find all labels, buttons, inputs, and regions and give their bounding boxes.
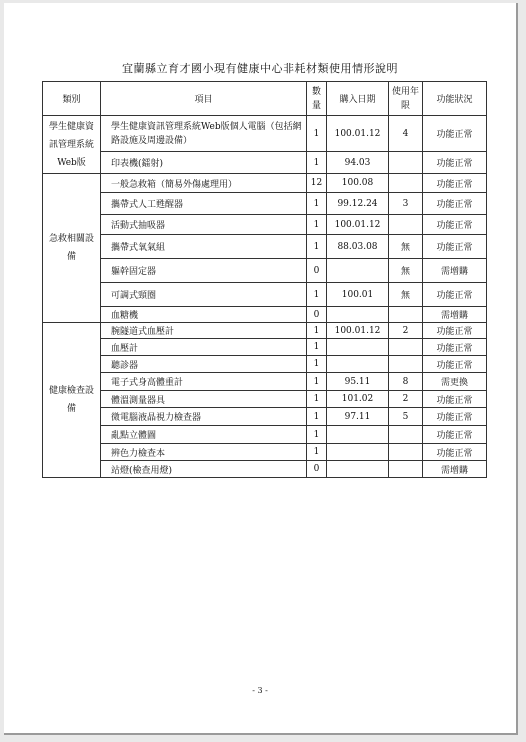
item-cell: 亂點立體圖 bbox=[101, 426, 307, 444]
qty-cell: 1 bbox=[307, 444, 327, 461]
status-cell: 功能正常 bbox=[423, 215, 487, 235]
item-cell: 腕隧道式血壓計 bbox=[101, 323, 307, 339]
status-cell: 需增購 bbox=[423, 461, 487, 478]
date-cell: 99.12.24 bbox=[327, 193, 389, 215]
item-cell: 攜帶式人工甦醒器 bbox=[101, 193, 307, 215]
life-cell bbox=[389, 174, 423, 193]
life-cell bbox=[389, 152, 423, 174]
life-cell bbox=[389, 444, 423, 461]
date-cell bbox=[327, 339, 389, 356]
table-row bbox=[43, 408, 487, 426]
status-cell: 功能正常 bbox=[423, 174, 487, 193]
life-cell bbox=[389, 461, 423, 478]
date-cell: 100.01.12 bbox=[327, 215, 389, 235]
date-cell bbox=[327, 426, 389, 444]
qty-cell: 0 bbox=[307, 307, 327, 323]
status-cell: 功能正常 bbox=[423, 193, 487, 215]
table-row bbox=[43, 116, 487, 152]
date-cell: 97.11 bbox=[327, 408, 389, 426]
item-cell: 血壓計 bbox=[101, 339, 307, 356]
qty-cell: 1 bbox=[307, 323, 327, 339]
status-cell: 功能正常 bbox=[423, 339, 487, 356]
qty-cell: 1 bbox=[307, 193, 327, 215]
item-cell: 體溫測量器具 bbox=[101, 391, 307, 408]
life-cell: 無 bbox=[389, 235, 423, 259]
item-cell: 站燈(檢查用燈) bbox=[101, 461, 307, 478]
table-row bbox=[43, 356, 487, 373]
category-cell: 學生健康資訊管理系統Web版 bbox=[43, 116, 101, 174]
qty-cell: 1 bbox=[307, 283, 327, 307]
date-cell bbox=[327, 307, 389, 323]
table-row bbox=[43, 444, 487, 461]
life-cell bbox=[389, 356, 423, 373]
document-title: 宜蘭縣立育才國小現有健康中心非耗材類使用情形說明 bbox=[122, 62, 398, 75]
status-cell: 功能正常 bbox=[423, 283, 487, 307]
table-row bbox=[43, 323, 487, 339]
date-cell: 100.01 bbox=[327, 283, 389, 307]
equipment-table bbox=[42, 81, 487, 478]
date-cell bbox=[327, 259, 389, 283]
life-cell: 2 bbox=[389, 391, 423, 408]
date-cell: 100.01.12 bbox=[327, 323, 389, 339]
date-cell bbox=[327, 461, 389, 478]
table-row bbox=[43, 426, 487, 444]
qty-cell: 1 bbox=[307, 408, 327, 426]
table-header-row bbox=[43, 82, 487, 116]
life-cell: 3 bbox=[389, 193, 423, 215]
qty-cell: 1 bbox=[307, 152, 327, 174]
status-cell: 需增購 bbox=[423, 259, 487, 283]
header-purchase-date: 購入日期 bbox=[327, 82, 389, 116]
table-row bbox=[43, 339, 487, 356]
qty-cell: 1 bbox=[307, 339, 327, 356]
status-cell: 功能正常 bbox=[423, 444, 487, 461]
category-cell: 急救相關設備 bbox=[43, 174, 101, 323]
table-row bbox=[43, 259, 487, 283]
item-cell: 一般急救箱（簡易外傷處理用） bbox=[101, 174, 307, 193]
life-cell: 無 bbox=[389, 283, 423, 307]
date-cell bbox=[327, 356, 389, 373]
header-item: 項目 bbox=[101, 82, 307, 116]
category-cell: 健康檢查設備 bbox=[43, 323, 101, 478]
life-cell bbox=[389, 426, 423, 444]
table-row bbox=[43, 391, 487, 408]
table-row bbox=[43, 283, 487, 307]
item-cell: 活動式抽吸器 bbox=[101, 215, 307, 235]
date-cell: 101.02 bbox=[327, 391, 389, 408]
status-cell: 功能正常 bbox=[423, 323, 487, 339]
life-cell: 8 bbox=[389, 373, 423, 391]
date-cell: 100.08 bbox=[327, 174, 389, 193]
life-cell bbox=[389, 307, 423, 323]
date-cell: 88.03.08 bbox=[327, 235, 389, 259]
header-status: 功能狀況 bbox=[423, 82, 487, 116]
status-cell: 需增購 bbox=[423, 307, 487, 323]
qty-cell: 1 bbox=[307, 356, 327, 373]
status-cell: 功能正常 bbox=[423, 235, 487, 259]
qty-cell: 1 bbox=[307, 116, 327, 152]
qty-cell: 0 bbox=[307, 461, 327, 478]
table-row bbox=[43, 461, 487, 478]
date-cell: 94.03 bbox=[327, 152, 389, 174]
item-cell: 可調式頸圈 bbox=[101, 283, 307, 307]
item-cell: 聽診器 bbox=[101, 356, 307, 373]
header-category: 類別 bbox=[43, 82, 101, 116]
item-cell: 印表機(鐳射) bbox=[101, 152, 307, 174]
qty-cell: 1 bbox=[307, 426, 327, 444]
table-row bbox=[43, 174, 487, 193]
status-cell: 功能正常 bbox=[423, 408, 487, 426]
header-service-life: 使用年限 bbox=[389, 82, 423, 116]
document-page bbox=[4, 3, 518, 735]
item-cell: 微電腦液晶視力檢查器 bbox=[101, 408, 307, 426]
status-cell: 功能正常 bbox=[423, 426, 487, 444]
status-cell: 需更換 bbox=[423, 373, 487, 391]
date-cell: 95.11 bbox=[327, 373, 389, 391]
life-cell bbox=[389, 215, 423, 235]
life-cell: 4 bbox=[389, 116, 423, 152]
qty-cell: 1 bbox=[307, 391, 327, 408]
page-number: - 3 - bbox=[252, 686, 268, 695]
table-row bbox=[43, 373, 487, 391]
qty-cell: 12 bbox=[307, 174, 327, 193]
date-cell bbox=[327, 444, 389, 461]
status-cell: 功能正常 bbox=[423, 152, 487, 174]
table-row bbox=[43, 215, 487, 235]
item-cell: 軀幹固定器 bbox=[101, 259, 307, 283]
item-cell: 電子式身高體重計 bbox=[101, 373, 307, 391]
date-cell: 100.01.12 bbox=[327, 116, 389, 152]
status-cell: 功能正常 bbox=[423, 391, 487, 408]
table-row bbox=[43, 235, 487, 259]
item-cell: 學生健康資訊管理系統Web版個人電腦（包括網路設施及周邊設備） bbox=[101, 116, 307, 152]
qty-cell: 1 bbox=[307, 373, 327, 391]
life-cell bbox=[389, 339, 423, 356]
status-cell: 功能正常 bbox=[423, 116, 487, 152]
qty-cell: 1 bbox=[307, 215, 327, 235]
table-row bbox=[43, 152, 487, 174]
item-cell: 血糖機 bbox=[101, 307, 307, 323]
table-row bbox=[43, 193, 487, 215]
item-cell: 辨色力檢查本 bbox=[101, 444, 307, 461]
life-cell: 5 bbox=[389, 408, 423, 426]
life-cell: 無 bbox=[389, 259, 423, 283]
qty-cell: 1 bbox=[307, 235, 327, 259]
status-cell: 功能正常 bbox=[423, 356, 487, 373]
qty-cell: 0 bbox=[307, 259, 327, 283]
item-cell: 攜帶式氧氣組 bbox=[101, 235, 307, 259]
life-cell: 2 bbox=[389, 323, 423, 339]
header-qty: 數量 bbox=[307, 82, 327, 116]
table-row bbox=[43, 307, 487, 323]
